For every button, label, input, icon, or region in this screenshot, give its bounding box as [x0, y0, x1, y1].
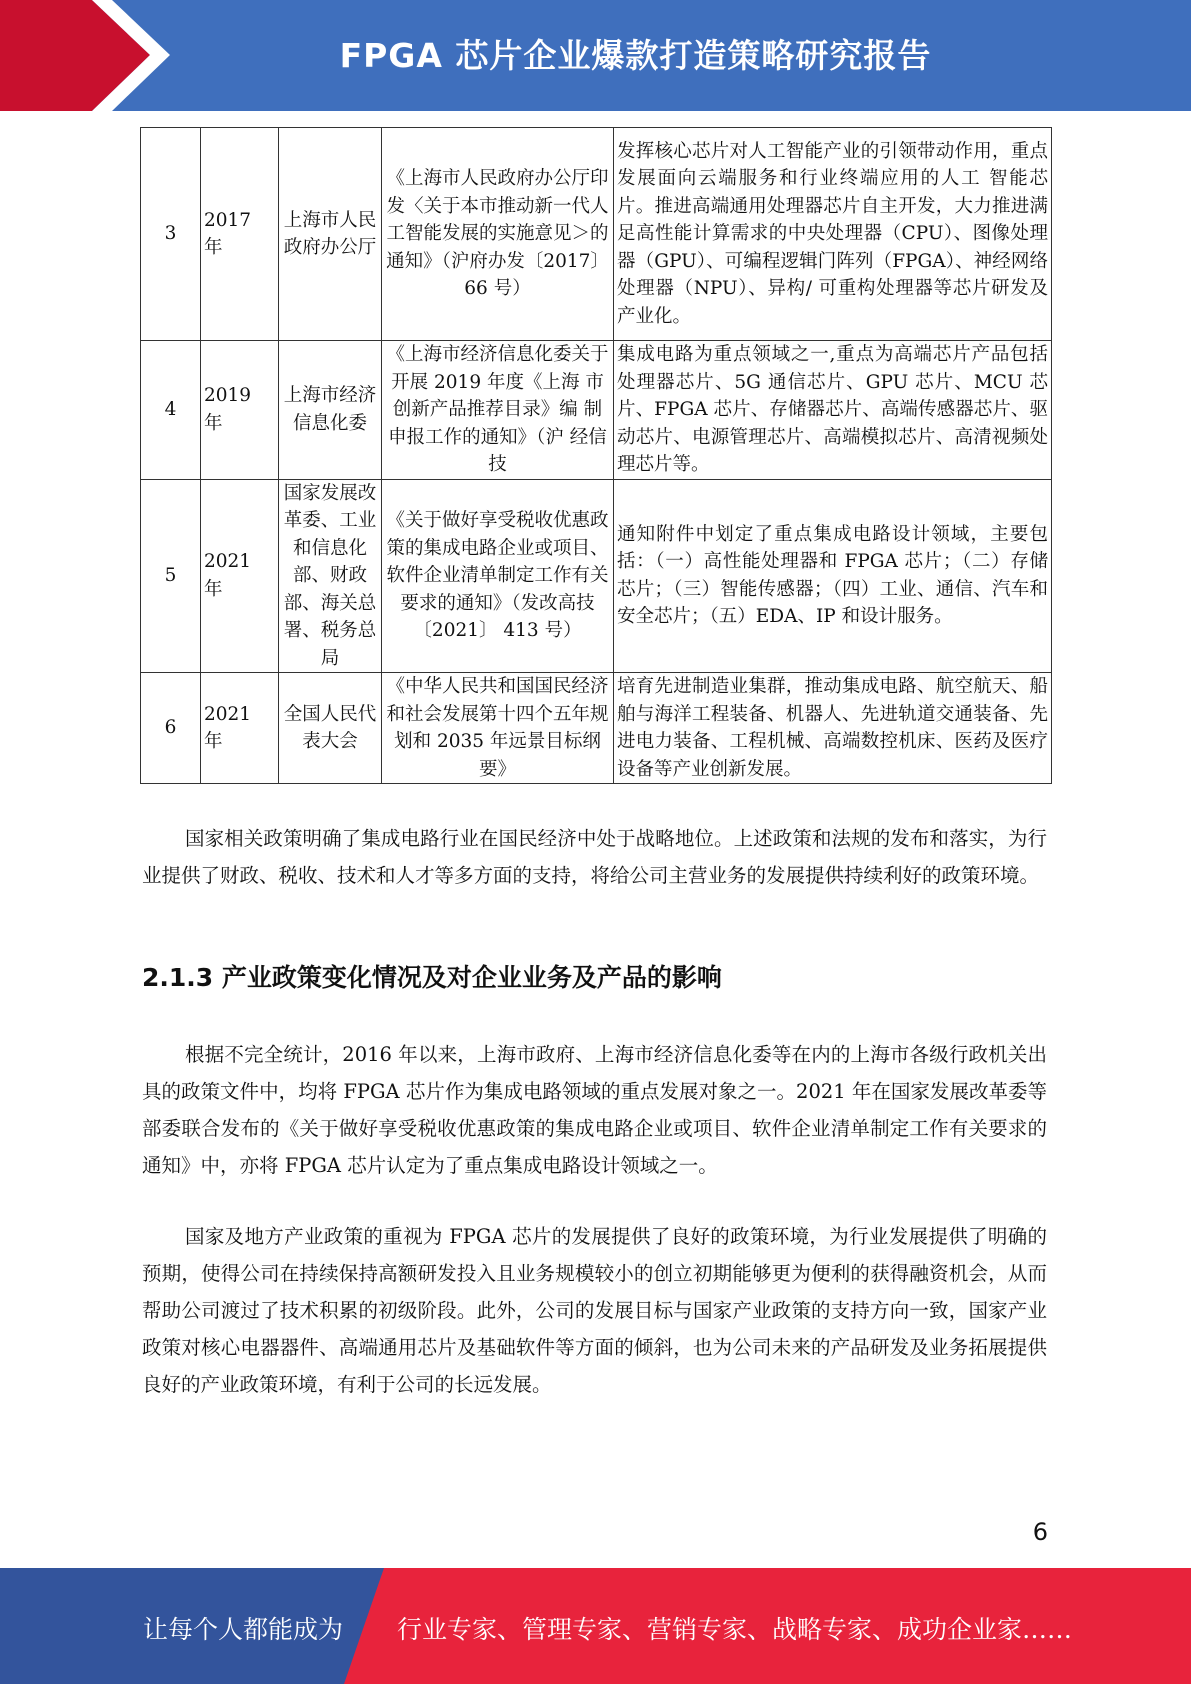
- row-year: 2017 年: [201, 128, 279, 341]
- policy-table: [140, 127, 1052, 784]
- row-year: 2019 年: [201, 341, 279, 480]
- row-number: 3: [141, 128, 201, 341]
- row-content: 通知附件中划定了重点集成电路设计领域，主要包括：（一）高性能处理器和 FPGA 芯片；（二）存储芯片；（三）智能传感器；（四）工业、通信、汽车和安全芯片；（五）EDA、IP 和设计服务。: [614, 479, 1052, 673]
- row-document: 《中华人民共和国国民经济和社会发展第十四个五年规划和 2035 年远景目标纲要》: [382, 673, 614, 784]
- table-row: [141, 128, 1052, 341]
- page-header: [0, 0, 1191, 111]
- row-department: 上海市经济信息化委: [279, 341, 382, 480]
- paragraph-policy-summary: 国家相关政策明确了集成电路行业在国民经济中处于战略地位。上述政策和法规的发布和落实，为行业提供了财政、税收、技术和人才等多方面的支持，将给公司主营业务的发展提供持续利好的政策环境。: [142, 827, 1047, 887]
- page-number: 6: [1032, 1518, 1048, 1546]
- paragraph-policy-impact: 国家及地方产业政策的重视为 FPGA 芯片的发展提供了良好的政策环境，为行业发展提供了明确的预期，使得公司在持续保持高额研发投入且业务规模较小的创立初期能够更为便利的获得融资机会，从而帮助公司渡过了技术积累的初级阶段。此外，公司的发展目标与国家产业政策的支持方向一致，国家产业政策对核心电器器件、高端通用芯片及基础软件等方面的倾斜，也为公司未来的产品研发及业务拓展提供良好的产业政策环境，有利于公司的长远发展。: [142, 1225, 1047, 1396]
- table-row: [141, 341, 1052, 480]
- row-content: 发挥核心芯片对人工智能产业的引领带动作用，重点发展面向云端服务和行业终端应用的人工 智能芯片。推进高端通用处理器芯片自主开发，大力推进满足高性能计算需求的中央处理器（CPU）、图像处理器（GPU）、可编程逻辑门阵列（FPGA）、神经网络处理器（NPU）、异构/ 可重构处理器等芯片研发及产业化。: [614, 128, 1052, 341]
- row-number: 6: [141, 673, 201, 784]
- row-document: 《上海市人民政府办公厅印发〈关于本市推动新一代人工智能发展的实施意见＞的通知》（沪府办发〔2017〕 66 号）: [382, 128, 614, 341]
- row-content: 集成电路为重点领域之一,重点为高端芯片产品包括处理器芯片、5G 通信芯片、GPU 芯片、MCU 芯片、FPGA 芯片、存储器芯片、高端传感器芯片、驱动芯片、电源管理芯片、高端模拟芯片、高清视频处理芯片等。: [614, 341, 1052, 480]
- row-year: 2021 年: [201, 673, 279, 784]
- page-footer: [0, 1568, 1191, 1684]
- row-department: 全国人民代表大会: [279, 673, 382, 784]
- row-department: 上海市人民政府办公厅: [279, 128, 382, 341]
- row-department: 国家发展改革委、工业和信息化部、财政部、海关总署、税务总局: [279, 479, 382, 673]
- section-heading: 2.1.3 产业政策变化情况及对企业业务及产品的影响: [142, 963, 722, 992]
- table-row: [141, 673, 1052, 784]
- footer-slogan-left: 让每个人都能成为: [143, 1615, 344, 1644]
- footer-slogan-right: 行业专家、管理专家、营销专家、战略专家、成功企业家……: [397, 1615, 1073, 1644]
- paragraph-statistics: 根据不完全统计，2016 年以来，上海市政府、上海市经济信息化委等在内的上海市各级行政机关出具的政策文件中，均将 FPGA 芯片作为集成电路领域的重点发展对象之一。2021 年在国家发展改革委等部委联合发布的《关于做好享受税收优惠政策的集成电路企业或项目、软件企业清单制定工作有关要求的通知》中，亦将 FPGA 芯片认定为了重点集成电路设计领域之一。: [142, 1043, 1047, 1177]
- header-title: FPGA 芯片企业爆款打造策略研究报告: [339, 36, 932, 75]
- row-document: 《上海市经济信息化委关于开展 2019 年度《上海 市创新产品推荐目录》编 制申报工作的通知》（沪 经信技: [382, 341, 614, 480]
- row-document: 《关于做好享受税收优惠政策的集成电路企业或项目、软件企业清单制定工作有关要求的通知》（发改高技〔2021〕 413 号）: [382, 479, 614, 673]
- row-year: 2021 年: [201, 479, 279, 673]
- row-content: 培育先进制造业集群，推动集成电路、航空航天、船舶与海洋工程装备、机器人、先进轨道交通装备、先进电力装备、工程机械、高端数控机床、医药及医疗设备等产业创新发展。: [614, 673, 1052, 784]
- row-number: 4: [141, 341, 201, 480]
- table-row: [141, 479, 1052, 673]
- row-number: 5: [141, 479, 201, 673]
